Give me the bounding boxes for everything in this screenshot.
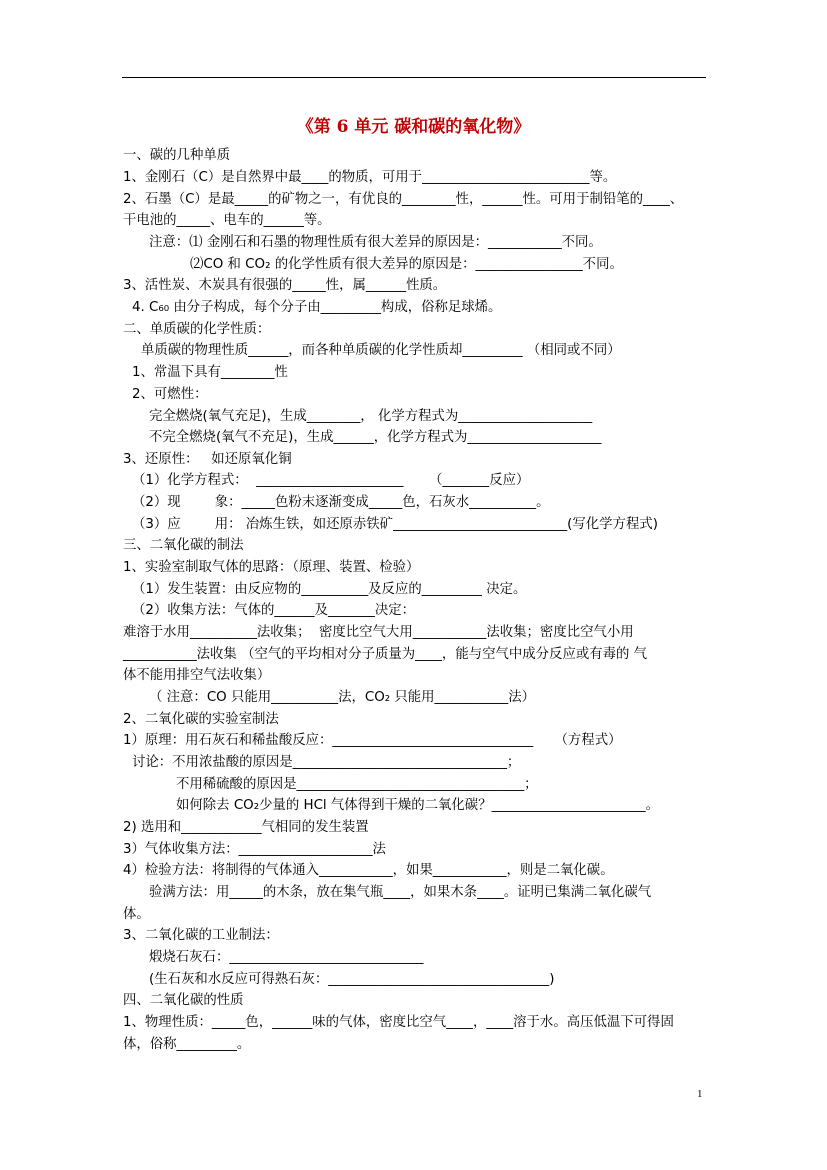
text-line: （1）化学方程式： ______________________ （_______反应） bbox=[132, 473, 530, 488]
text-line: 体不能用排空气法收集） bbox=[123, 668, 271, 683]
text-line: 3）气体收集方法：____________________法 bbox=[123, 842, 386, 857]
text-line: 2、可燃性： bbox=[132, 387, 208, 402]
text-line: 1、物理性质：_____色，______味的气体，密度比空气____，____溶于水。高压低温下可得固 bbox=[123, 1015, 674, 1030]
section-heading: 2、二氧化碳的实验室制法 bbox=[123, 712, 279, 727]
text-line: （3）应 用： 冶炼生铁，如还原赤铁矿__________________________(写化学方程式) bbox=[132, 517, 658, 532]
text-line: 不完全燃烧(氧气不充足)，生成______，化学方程式为____________________ bbox=[149, 430, 602, 445]
text-line: ___________法收集 （空气的平均相对分子质量为____，能与空气中成分反应或有毒的 气 bbox=[123, 647, 648, 662]
text-line: 2) 选用和____________气相同的发生装置 bbox=[123, 820, 369, 835]
text-line: 体。 bbox=[123, 907, 150, 922]
text-line: （1）发生装置：由反应物的__________及反应的_________ 决定。 bbox=[132, 582, 527, 597]
text-line: 不用稀硫酸的原因是__________________________________； bbox=[176, 777, 538, 792]
text-line: （ 注意：CO 只能用__________法，CO₂ 只能用___________法） bbox=[149, 690, 535, 705]
text-line: ⑵CO 和 CO₂ 的化学性质有很大差异的原因是：________________不同。 bbox=[190, 257, 623, 272]
text-line: 4）检验方法：将制得的气体通入___________，如果___________，则是二氧化碳。 bbox=[123, 863, 614, 878]
section-heading: 3、二氧化碳的工业制法： bbox=[123, 928, 279, 943]
section-heading: 四、二氧化碳的性质 bbox=[123, 993, 244, 1008]
header-rule bbox=[122, 77, 706, 78]
text-line: 单质碳的物理性质______，而各种单质碳的化学性质却_________ （相同或不同） bbox=[141, 343, 621, 358]
document-title: 《第 6 单元 碳和碳的氧化物》 bbox=[296, 117, 531, 137]
text-line: （2）收集方法：气体的______及_______决定： bbox=[132, 603, 416, 618]
text-line: 注意：⑴ 金刚石和石墨的物理性质有很大差异的原因是：___________不同。 bbox=[149, 235, 602, 250]
text-line: (生石灰和水反应可得熟石灰：_________________________________) bbox=[149, 972, 555, 987]
text-line: 2、石墨（C）是最_____的矿物之一，有优良的________性，______性。可用于制铅笔的____、 bbox=[123, 192, 684, 207]
text-line: 3、活性炭、木炭具有很强的_____性，属______性质。 bbox=[123, 278, 447, 293]
section-heading: 三、二氧化碳的制法 bbox=[123, 538, 244, 553]
text-line: 难溶于水用__________法收集； 密度比空气大用___________法收集；密度比空气小用 bbox=[123, 625, 634, 640]
text-line: 4. C₆₀ 由分子构成，每个分子由_________构成，俗称足球烯。 bbox=[132, 300, 502, 315]
text-line: 1、实验室制取气体的思路：（原理、装置、检验） bbox=[123, 560, 420, 575]
text-line: 煅烧石灰石：_____________________________ bbox=[149, 950, 424, 965]
text-line: 体，俗称_________。 bbox=[123, 1037, 251, 1052]
text-line: 完全燃烧(氧气充足)，生成________， 化学方程式为____________________ bbox=[149, 409, 593, 424]
page-number: 1 bbox=[697, 1088, 703, 1100]
text-line: 讨论：不用浓盐酸的原因是________________________________； bbox=[132, 755, 521, 770]
section-heading: 一、碳的几种单质 bbox=[123, 148, 231, 163]
text-line: （2）现 象：_____色粉末逐渐变成_____色，石灰水__________。 bbox=[132, 495, 550, 510]
section-heading: 二、单质碳的化学性质： bbox=[123, 322, 271, 337]
text-line: 1、金刚石（C）是自然界中最____的物质，可用于_________________________等。 bbox=[123, 170, 617, 185]
text-line: 干电池的_____、电车的______等。 bbox=[123, 213, 331, 228]
text-line: 如何除去 CO₂少量的 HCl 气体得到干燥的二氧化碳？_______________________。 bbox=[176, 798, 659, 813]
text-line: 验满方法：用_____的木条，放在集气瓶____，如果木条____。证明已集满二氧化碳气 bbox=[149, 885, 652, 900]
text-line: 1）原理：用石灰石和稀盐酸反应：______________________________ （方程式） bbox=[123, 733, 622, 748]
text-line: 3、还原性： 如还原氧化铜 bbox=[123, 452, 292, 467]
text-line: 1、常温下具有________性 bbox=[132, 365, 288, 380]
